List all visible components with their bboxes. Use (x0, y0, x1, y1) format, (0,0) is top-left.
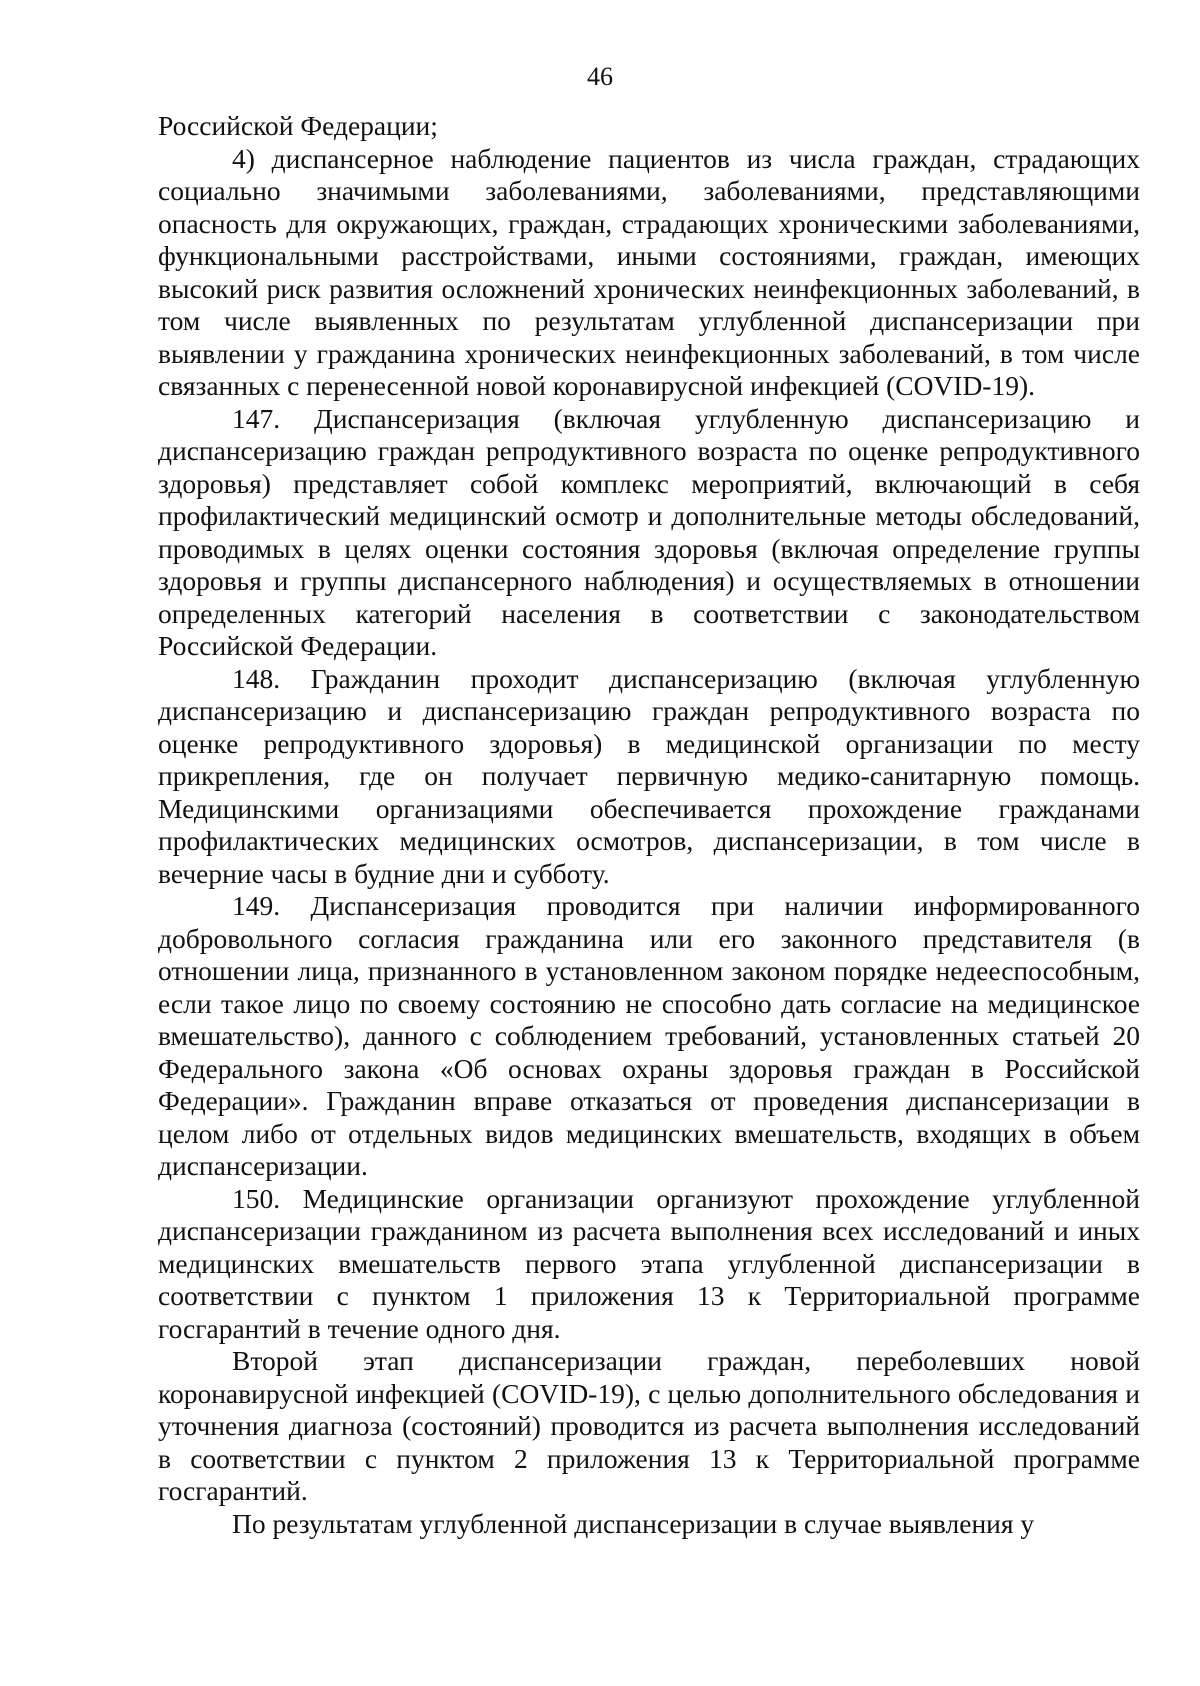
paragraph-150: 150. Медицинские организации организуют прохождение углубленной диспансеризации гражданином из расчета выполнения всех исследований и иных медицинских вмешательств первого этапа углубленной диспансеризации в соответствии с пунктом 1 приложения 13 к Территориальной программе госгарантий в течение одного дня. (158, 1182, 1140, 1344)
paragraph-continuation: Российской Федерации; (158, 110, 438, 141)
paragraph-second-stage: Второй этап диспансеризации граждан, переболевших новой коронавирусной инфекцией (COVID-19), с целью дополнительного обследования и уточнения диагноза (состояний) проводится из расчета выполнения исследований в соответствии с пунктом 2 приложения 13 к Территориальной программе госгарантий. (158, 1345, 1140, 1506)
paragraph-149: 149. Диспансеризация проводится при наличии информированного добровольного согласия гражданина или его законного представителя (в отношении лица, признанного в установленном законом порядке недееспособным, если такое лицо по своему состоянию не способно дать согласие на медицинское вмешательство), данного с соблюдением требований, установленных статьей 20 Федерального закона «Об основах охраны здоровья граждан в Российской Федерации». Гражданин вправе отказаться от проведения диспансеризации в целом либо от отдельных видов медицинских вмешательств, входящих в объем диспансеризации. (158, 890, 1140, 1181)
paragraph-148: 148. Гражданин проходит диспансеризацию (включая углубленную диспансеризацию и диспансеризацию граждан репродуктивного возраста по оценке репродуктивного здоровья) в медицинской организации по месту прикрепления, где он получает первичную медико-санитарную помощь. Медицинскими организациями обеспечивается прохождение гражданами профилактических медицинских осмотров, диспансеризации, в том числе в вечерние часы в будние дни и субботу. (158, 662, 1140, 889)
paragraph-147: 147. Диспансеризация (включая углубленную диспансеризацию и диспансеризацию граждан репродуктивного возраста по оценке репродуктивного здоровья) представляет собой комплекс мероприятий, включающий в себя профилактический медицинский осмотр и дополнительные методы обследований, проводимых в целях оценки состояния здоровья (включая определение группы здоровья и группы диспансерного наблюдения) и осуществляемых в отношении определенных категорий населения в соответствии с законодательством Российской Федерации. (158, 402, 1140, 661)
document-body (158, 110, 1140, 1540)
page-number: 46 (587, 62, 613, 91)
paragraph-item-4: 4) диспансерное наблюдение пациентов из числа граждан, страдающих социально значимыми заболеваниями, заболеваниями, представляющими опасность для окружающих, граждан, страдающих хроническими заболеваниями, функциональными расстройствами, иными состояниями, граждан, имеющих высокий риск развития осложнений хронических неинфекционных заболеваний, в том числе выявленных по результатам углубленной диспансеризации при выявлении у гражданина хронических неинфекционных заболеваний, в том числе связанных с перенесенной новой коронавирусной инфекцией (COVID-19). (158, 142, 1140, 401)
paragraph-results: По результатам углубленной диспансеризации в случае выявления у (232, 1507, 1035, 1539)
